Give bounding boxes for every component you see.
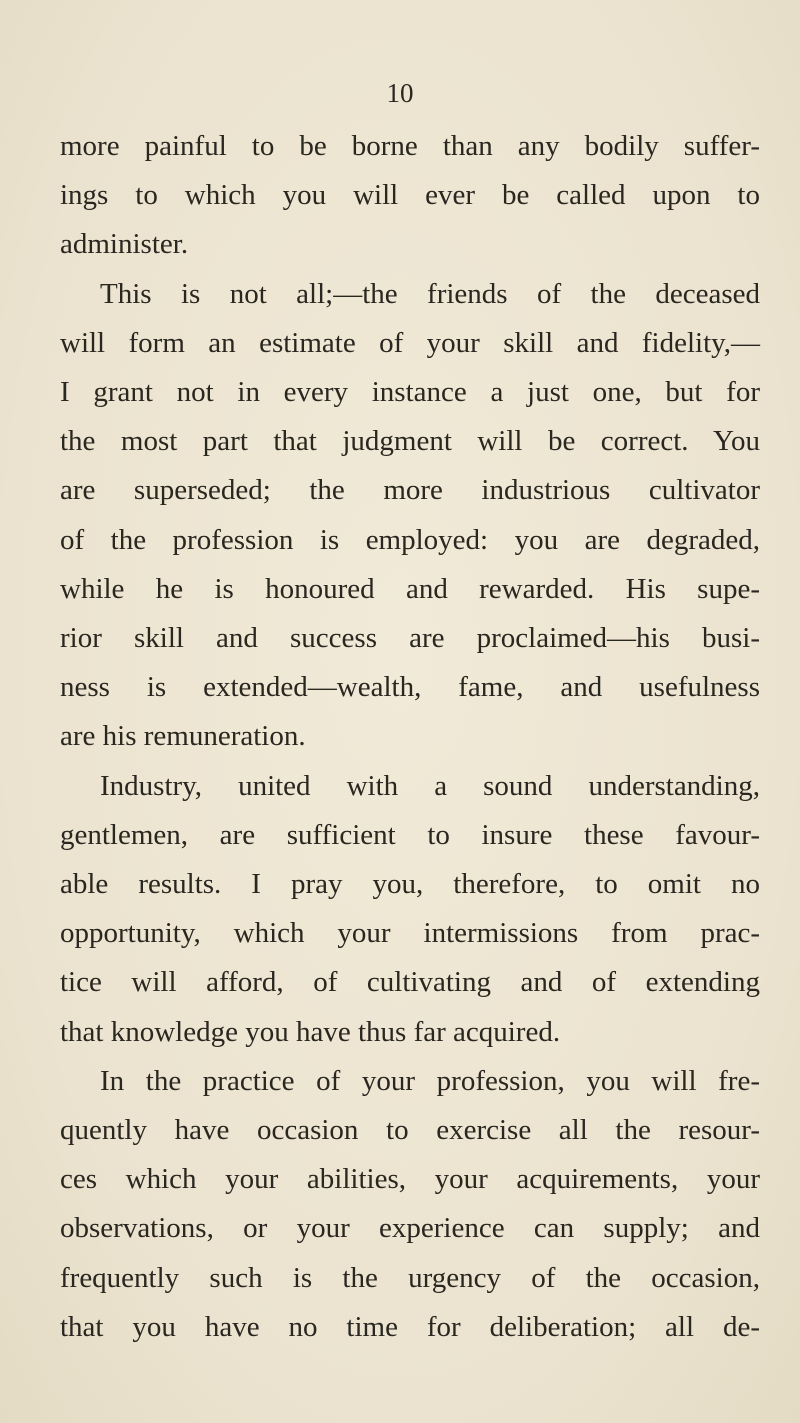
page-number: 10 [386,78,414,108]
text-line: while he is honoured and rewarded. His supe- [60,572,760,605]
paragraph [60,270,760,762]
paragraph [60,122,760,270]
text-line: rior skill and success are proclaimed—his busi- [60,622,760,655]
body-text [60,122,760,1352]
text-line: observations, or your experience can supply; and [60,1212,760,1245]
text-line: able results. I pray you, therefore, to omit no [60,868,760,901]
text-line: This is not all;—the friends of the deceased [100,277,760,310]
text-line: will form an estimate of your skill and fidelity,— [60,326,760,359]
text-line: more painful to be borne than any bodily suffer- [60,130,760,162]
text-line: administer. [60,228,189,261]
text-line: ings to which you will ever be called upon to [60,179,760,212]
text-line: In the practice of your profession, you will fre- [100,1064,760,1097]
paragraph [60,762,760,1057]
text-line: opportunity, which your intermissions from prac- [60,917,760,950]
text-line: I grant not in every instance a just one, but for [60,376,760,409]
text-line: are superseded; the more industrious cultivator [60,474,760,507]
text-line: tice will afford, of cultivating and of extending [60,966,760,999]
paragraph [60,1057,760,1352]
text-line: Industry, united with a sound understanding, [100,769,760,802]
text-line: ces which your abilities, your acquirements, your [60,1163,760,1196]
text-line: that you have no time for deliberation; all de- [60,1310,760,1343]
text-line: the most part that judgment will be correct. You [60,425,760,458]
text-line: are his remuneration. [60,720,306,753]
text-line: ness is extended—wealth, fame, and usefulness [60,671,760,704]
text-line: frequently such is the urgency of the occasion, [60,1261,760,1294]
text-line: of the profession is employed: you are degraded, [60,523,760,556]
text-line: quently have occasion to exercise all the resour- [60,1114,760,1147]
text-line: that knowledge you have thus far acquired. [60,1015,561,1048]
text-line: gentlemen, are sufficient to insure these favour- [60,818,760,851]
